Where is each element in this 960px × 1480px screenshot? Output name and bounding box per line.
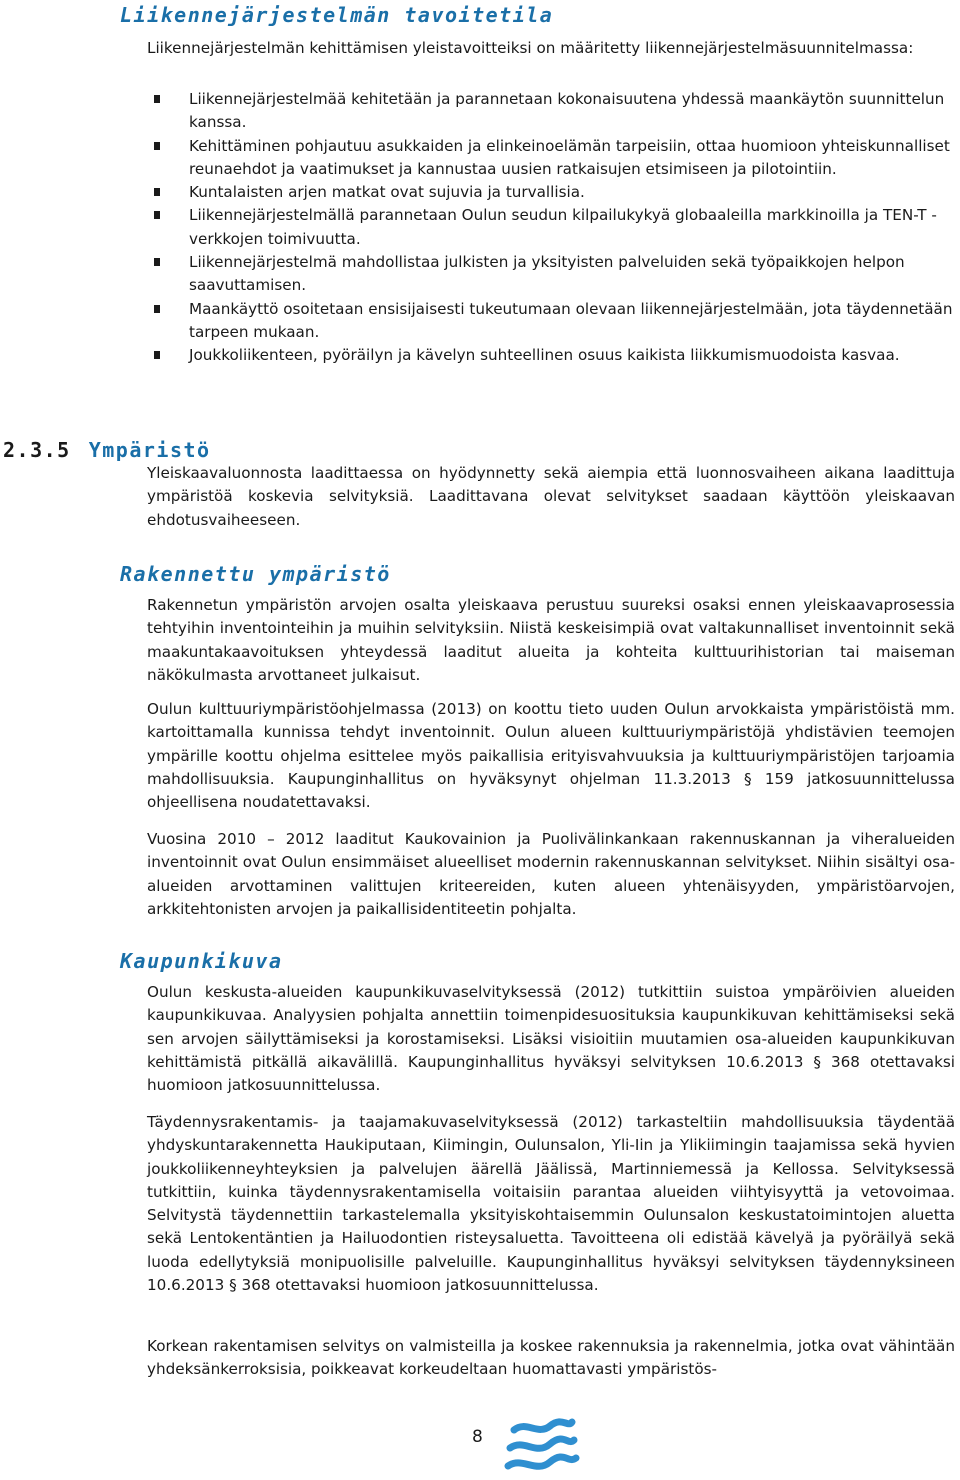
bullet-square-icon — [154, 95, 160, 103]
heading-rakennettu-ymparisto: Rakennettu ympäristö — [120, 562, 391, 586]
list-item: Maankäyttö osoitetaan ensisijaisesti tukeutumaan olevaan liikennejärjestelmään, jota täydennetään tarpeen mukaan. — [147, 298, 955, 345]
intro-paragraph: Liikennejärjestelmän kehittämisen yleistavoitteiksi on määritetty liikennejärjestelmäsuunnitelmassa: — [147, 39, 914, 57]
list-item: Joukkoliikenteen, pyöräilyn ja kävelyn suhteellinen osuus kaikista liikkumismuodoista kasvaa. — [147, 344, 955, 367]
ymparisto-intro-paragraph: Yleiskaavaluonnosta laadittaessa on hyödynnetty sekä aiempia että luonnosvaiheen aikana laadittuja ympäristöä koskevia selvityksiä. Laadittavana olevat selvitykset saadaan käyttöön yleiskaavan ehdotusvaiheeseen. — [147, 464, 955, 529]
puolivalinkangas-term: Puolivälinkankaan rakennuskannan ja viheralueiden inventoinnit — [147, 830, 955, 872]
list-item: Kehittäminen pohjautuu asukkaiden ja elinkeinoelämän tarpeisiin, ottaa huomioon yhteiskunnalliset reunaehdot ja vaatimukset ja kannustaa uusien ratkaisujen etsimiseen ja pilotointiin. — [147, 135, 955, 182]
bullet-square-icon — [154, 211, 160, 219]
bullet-square-icon — [154, 188, 160, 196]
section-heading-ymparisto — [3, 438, 211, 462]
kulttuuriymparistoohjelma-term: Oulun kulttuuriympäristöohjelmassa — [147, 700, 425, 718]
page-number: 8 — [472, 1427, 483, 1447]
bullet-square-icon — [154, 305, 160, 313]
city-paragraph-2: Täydennysrakentamis- ja taajamakuvaselvityksessä (2012) tarkasteltiin mahdollisuuksia täydentää yhdyskuntarakennetta Haukiputaan, Kiimingin, Oulunsalon, Yli-Iin ja Ylikiimingin taajamissa sekä hyvien joukkoliikenneyhteyksien ja palvelujen äärellä Jäälissä, Martinniemessä ja Kellossa. Selvityksessä tutkittiin, kuinka täydennysrakentamisella voitaisiin parantaa alueiden viihtyisyyttä ja vetovoimaa. Selvitystä täydennettiin tarkastelemalla yksityiskohtaisemmin Oulunsalon keskustatoimintojen aluetta sekä Lentokentäntien ja Hailuodontien risteysaluetta. Tavoitteena oli edistää kävelyä ja pyöräilyä sekä luoda edellytyksiä monipuolisille palveluille. Kaupunginhallitus hyväksyi selvityksen täydennyksineen 10.6.2013 § 368 otettavaksi huomioon jatkosuunnittelussa. — [147, 1113, 955, 1295]
section-number: 2.3.5 — [3, 438, 71, 462]
list-item: Liikennejärjestelmällä parannetaan Oulun seudun kilpailukykyä globaaleilla markkinoilla ja TEN-T -verkkojen toimivuutta. — [147, 204, 955, 251]
korkea-rakentaminen-term: Korkean rakentamisen selvitys — [147, 1337, 381, 1355]
heading-liikennejarjestelman-tavoitetila: Liikennejärjestelmän tavoitetila — [120, 3, 554, 27]
built-env-paragraph-1: Rakennetun ympäristön arvojen osalta yleiskaava perustuu suureksi osaksi ennen yleiskaavaprosessia tehtyihin inventointeihin ja muihin selvityksiin. Niistä keskeisimpiä ovat valtakunnalliset inventoinnit sekä maakuntakaavoituksen yhteydessä laaditut alueita ja kohteita kulttuurihistorian tai maiseman näkökulmasta arvottaneet julkaisut. — [147, 596, 955, 684]
taydennysrakentamisselvitys-term: Täydennysrakentamis- ja taajamakuvaselvityksessä — [147, 1113, 559, 1131]
bullet-square-icon — [154, 351, 160, 359]
city-paragraph-3: Korkean rakentamisen selvitys on valmisteilla ja koskee rakennuksia ja rakennelmia, jotka ovat vähintään yhdeksänkerroksisia, poikkeavat korkeudeltaan huomattavasti ympäristös- — [147, 1337, 955, 1379]
city-paragraph-1: Oulun keskusta-alueiden kaupunkikuvaselvityksessä (2012) tutkittiin suistoa ympäröivien alueiden kaupunkikuvaa. Analyysien pohjalta annettiin toimenpidesuosituksia kaupunkikuvan kehittämiseksi sekä sen arvojen säilyttämiseksi ja korostamiseksi. Lisäksi visioitiin muutamien osa-alueiden kaupunkikuvan kehittämistä pitkällä aikavälillä. Kaupunginhallitus hyväksyi selvityksen 10.6.2013 § 368 otettavaksi huomioon jatkosuunnittelussa. — [147, 983, 955, 1095]
heading-kaupunkikuva: Kaupunkikuva — [120, 949, 283, 973]
list-item: Kuntalaisten arjen matkat ovat sujuvia ja turvallisia. — [147, 181, 955, 204]
list-item: Liikennejärjestelmää kehitetään ja parannetaan kokonaisuutena yhdessä maankäytön suunnittelun kanssa. — [147, 88, 955, 135]
bullet-square-icon — [154, 258, 160, 266]
kaukovainio-term: Kaukovainion — [404, 830, 507, 848]
waves-logo-icon — [500, 1418, 580, 1480]
built-env-paragraph-3: Vuosina 2010 – 2012 laaditut Kaukovainion ja Puolivälinkankaan rakennuskannan ja viheralueiden inventoinnit ovat Oulun ensimmäiset alueelliset modernin rakennuskannan selvitykset. Niihin sisältyi osa-alueiden arvottaminen valittujen kriteereiden, kuten alueen yhtenäisyyden, ympäristöarvojen, arkkitehtonisten arvojen ja paikallisidentiteetin pohjalta. — [147, 830, 955, 918]
kaupunkikuvaselvitys-term: Oulun keskusta-alueiden kaupunkikuvaselvityksessä — [147, 983, 562, 1001]
goals-bullet-list — [147, 88, 955, 368]
bullet-square-icon — [154, 142, 160, 150]
list-item: Liikennejärjestelmä mahdollistaa julkisten ja yksityisten palveluiden sekä työpaikkojen helpon saavuttamisen. — [147, 251, 955, 298]
built-env-paragraph-2: Oulun kulttuuriympäristöohjelmassa (2013) on koottu tieto uuden Oulun arvokkaista ympäristöistä mm. kartoittamalla kunnissa tehdyt inventoinnit. Oulun alueen kulttuuriympäristöjä yhdistävien teemojen ympärille koottu ohjelma esittelee myös paikallisia erityisvahvuuksia ja kulttuuriympäristöjen tarjoamia mahdollisuuksia. Kaupunginhallitus on hyväksynyt ohjelman 11.3.2013 § 159 jatkosuunnittelussa ohjeellisena noudatettavaksi. — [147, 700, 956, 812]
section-title: Ympäristö — [88, 438, 211, 462]
